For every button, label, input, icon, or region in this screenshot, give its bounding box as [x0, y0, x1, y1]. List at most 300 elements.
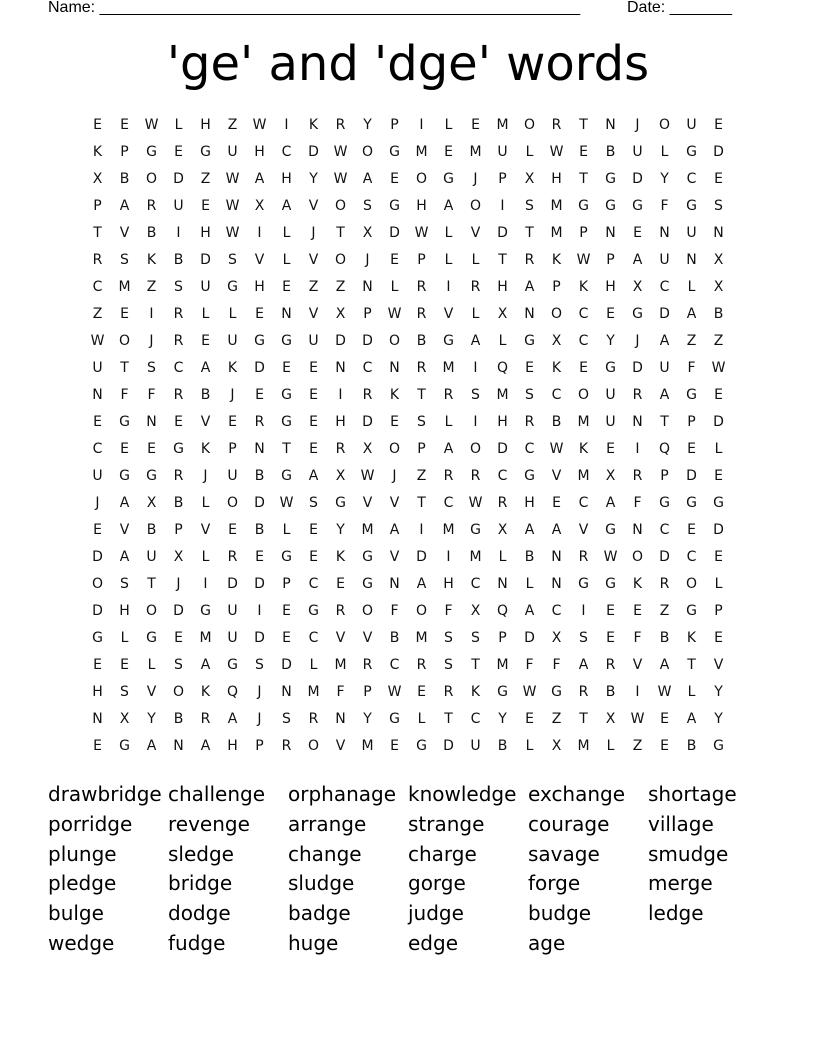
grid-letter: W [414, 225, 429, 241]
grid-letter: N [659, 225, 670, 241]
grid-letter: K [578, 441, 589, 457]
grid-letter: J [311, 225, 316, 241]
grid-letter: C [92, 441, 103, 457]
grid-letter: V [146, 684, 157, 700]
grid-letter: V [713, 657, 724, 673]
grid-letter: R [578, 549, 589, 565]
grid-letter: P [282, 576, 291, 592]
grid-letter: S [120, 684, 129, 700]
grid-letter: G [227, 657, 238, 673]
grid-letter: V [578, 522, 589, 538]
grid-letter: S [228, 252, 237, 268]
grid-letter: I [257, 225, 262, 241]
grid-letter: R [605, 657, 616, 673]
grid-letter: I [419, 117, 424, 133]
grid-letter: I [473, 360, 478, 376]
grid-letter: K [470, 684, 481, 700]
grid-row [84, 139, 732, 166]
grid-letter: Z [335, 279, 346, 295]
grid-letter: D [254, 495, 265, 511]
grid-letter: K [632, 576, 643, 592]
grid-letter: P [687, 414, 696, 430]
grid-letter: E [120, 657, 129, 673]
grid-letter: E [120, 306, 129, 322]
grid-letter: Z [659, 603, 670, 619]
grid-letter: S [309, 495, 318, 511]
grid-letter: T [282, 441, 291, 457]
grid-letter: I [473, 414, 478, 430]
grid-letter: C [659, 522, 670, 538]
grid-letter: R [416, 360, 427, 376]
grid-letter: F [633, 630, 642, 646]
grid-row [84, 679, 732, 706]
grid-letter: R [443, 387, 454, 403]
grid-letter: E [309, 387, 318, 403]
grid-letter: B [200, 387, 211, 403]
grid-letter: X [362, 441, 373, 457]
grid-letter: H [497, 279, 508, 295]
word-list-item: huge [288, 930, 339, 955]
grid-letter: J [473, 171, 478, 187]
grid-letter: R [335, 603, 346, 619]
grid-letter: E [714, 387, 723, 403]
grid-letter: A [254, 171, 265, 187]
grid-letter: N [281, 684, 292, 700]
grid-letter: R [524, 252, 535, 268]
grid-letter: T [498, 252, 507, 268]
grid-letter: C [551, 603, 562, 619]
grid-letter: I [419, 522, 424, 538]
grid-letter: V [200, 414, 211, 430]
grid-letter: E [282, 603, 291, 619]
grid-letter: B [497, 738, 508, 754]
grid-row [84, 490, 732, 517]
grid-letter: N [713, 225, 724, 241]
grid-letter: Y [363, 117, 372, 133]
grid-letter: V [443, 306, 454, 322]
grid-letter: P [579, 225, 588, 241]
grid-letter: V [551, 468, 562, 484]
grid-letter: P [120, 144, 129, 160]
grid-letter: O [658, 117, 671, 133]
grid-letter: G [416, 738, 427, 754]
grid-letter: B [173, 252, 184, 268]
word-list-item: revenge [168, 811, 250, 836]
grid-letter: P [417, 441, 426, 457]
grid-letter: M [496, 117, 509, 133]
grid-letter: E [390, 171, 399, 187]
grid-letter: Q [496, 603, 509, 619]
grid-letter: O [145, 603, 158, 619]
word-list-item: bulge [48, 901, 104, 926]
grid-letter: B [173, 495, 184, 511]
grid-letter: X [470, 603, 481, 619]
grid-letter: B [551, 414, 562, 430]
word-list-item: savage [528, 841, 600, 866]
grid-letter: R [524, 414, 535, 430]
grid-letter: M [550, 198, 563, 214]
grid-letter: R [659, 576, 670, 592]
word-list-item: drawbridge [48, 782, 162, 806]
grid-letter: R [632, 468, 643, 484]
grid-letter: G [632, 198, 643, 214]
grid-letter: E [282, 279, 291, 295]
grid-row [84, 436, 732, 463]
date-field-label: Date: _______ [627, 0, 732, 16]
grid-letter: D [92, 549, 103, 565]
grid-letter: R [362, 387, 373, 403]
grid-letter: X [497, 306, 508, 322]
grid-letter: K [308, 117, 319, 133]
grid-letter: U [686, 225, 697, 241]
grid-letter: L [201, 549, 210, 565]
grid-letter: M [442, 360, 455, 376]
grid-letter: L [444, 252, 453, 268]
grid-letter: Y [714, 684, 723, 700]
grid-row [84, 112, 732, 139]
grid-letter: R [254, 414, 265, 430]
grid-letter: T [579, 171, 588, 187]
grid-letter: D [281, 657, 292, 673]
grid-letter: P [255, 738, 264, 754]
grid-letter: X [254, 198, 265, 214]
grid-letter: B [173, 711, 184, 727]
grid-letter: G [389, 144, 400, 160]
grid-letter: A [632, 252, 643, 268]
grid-letter: D [362, 414, 373, 430]
grid-letter: L [390, 279, 399, 295]
grid-letter: B [119, 171, 130, 187]
grid-letter: D [524, 630, 535, 646]
grid-letter: C [389, 657, 400, 673]
grid-letter: Q [496, 360, 509, 376]
grid-letter: V [362, 630, 373, 646]
grid-letter: R [308, 711, 319, 727]
grid-letter: D [632, 360, 643, 376]
grid-letter: N [92, 387, 103, 403]
grid-letter: D [254, 576, 265, 592]
grid-row [84, 733, 732, 760]
grid-letter: G [254, 333, 265, 349]
grid-letter: X [605, 711, 616, 727]
grid-letter: M [469, 144, 482, 160]
grid-letter: J [95, 495, 100, 511]
grid-letter: N [551, 549, 562, 565]
grid-letter: E [579, 360, 588, 376]
grid-letter: I [446, 279, 451, 295]
grid-letter: O [226, 495, 239, 511]
grid-letter: A [362, 171, 373, 187]
grid-letter: H [254, 144, 265, 160]
grid-letter: D [254, 360, 265, 376]
word-list-item: shortage [648, 782, 737, 806]
grid-letter: V [308, 306, 319, 322]
grid-letter: L [606, 738, 615, 754]
grid-letter: H [551, 171, 562, 187]
grid-letter: A [200, 360, 211, 376]
grid-letter: E [444, 144, 453, 160]
grid-letter: G [281, 414, 292, 430]
grid-letter: I [257, 603, 262, 619]
grid-letter: B [713, 306, 724, 322]
grid-letter: A [605, 495, 616, 511]
grid-letter: A [686, 306, 697, 322]
word-list-item: charge [408, 841, 477, 866]
grid-letter: B [146, 522, 157, 538]
grid-letter: N [335, 360, 346, 376]
grid-letter: Z [308, 279, 319, 295]
grid-letter: O [415, 171, 428, 187]
grid-letter: T [660, 414, 669, 430]
grid-letter: L [498, 333, 507, 349]
word-list-item: budge [528, 901, 592, 926]
grid-letter: L [714, 441, 723, 457]
grid-letter: G [281, 468, 292, 484]
grid-letter: X [524, 171, 535, 187]
grid-letter: S [471, 387, 480, 403]
grid-letter: G [443, 333, 454, 349]
grid-letter: B [605, 684, 616, 700]
grid-letter: A [389, 522, 400, 538]
grid-letter: N [389, 576, 400, 592]
grid-letter: G [227, 279, 238, 295]
word-list-item: challenge [168, 782, 266, 806]
grid-letter: G [200, 603, 211, 619]
grid-letter: T [579, 117, 588, 133]
grid-row [84, 166, 732, 193]
grid-letter: V [389, 549, 400, 565]
grid-letter: E [417, 684, 426, 700]
grid-letter: U [686, 117, 697, 133]
grid-letter: W [576, 252, 591, 268]
grid-letter: T [471, 657, 480, 673]
grid-letter: G [497, 684, 508, 700]
grid-letter: G [605, 576, 616, 592]
grid-letter: L [687, 279, 696, 295]
grid-letter: R [173, 387, 184, 403]
grid-letter: L [444, 414, 453, 430]
grid-letter: X [335, 468, 346, 484]
grid-letter: G [119, 468, 130, 484]
grid-letter: Z [146, 279, 157, 295]
grid-letter: Y [309, 171, 318, 187]
grid-letter: S [444, 630, 453, 646]
grid-letter: O [334, 252, 347, 268]
grid-letter: M [199, 630, 212, 646]
grid-letter: A [659, 657, 670, 673]
grid-letter: H [524, 495, 535, 511]
grid-letter: F [552, 657, 561, 673]
grid-letter: X [92, 171, 103, 187]
grid-letter: Z [632, 738, 643, 754]
grid-letter: D [308, 144, 319, 160]
grid-letter: G [578, 198, 589, 214]
grid-letter: A [659, 387, 670, 403]
grid-letter: V [119, 225, 130, 241]
grid-letter: J [365, 252, 370, 268]
grid-letter: D [713, 522, 724, 538]
grid-letter: F [390, 603, 399, 619]
grid-letter: E [309, 522, 318, 538]
grid-letter: O [145, 171, 158, 187]
grid-letter: E [606, 630, 615, 646]
grid-row [84, 625, 732, 652]
grid-letter: E [93, 657, 102, 673]
grid-letter: A [524, 603, 535, 619]
grid-row [84, 301, 732, 328]
grid-letter: P [714, 603, 723, 619]
grid-letter: N [146, 414, 157, 430]
grid-letter: D [389, 225, 400, 241]
grid-letter: F [444, 603, 453, 619]
grid-letter: B [659, 630, 670, 646]
grid-letter: S [282, 711, 291, 727]
grid-letter: I [176, 225, 181, 241]
grid-letter: G [389, 198, 400, 214]
grid-letter: C [578, 495, 589, 511]
grid-letter: C [686, 549, 697, 565]
grid-letter: W [225, 225, 240, 241]
grid-letter: E [606, 441, 615, 457]
grid-letter: Y [336, 522, 345, 538]
grid-letter: J [149, 333, 154, 349]
grid-letter: T [417, 495, 426, 511]
grid-row [84, 220, 732, 247]
grid-letter: D [686, 468, 697, 484]
grid-row [84, 463, 732, 490]
grid-letter: G [605, 198, 616, 214]
grid-letter: C [659, 279, 670, 295]
grid-letter: O [469, 441, 482, 457]
grid-letter: A [119, 198, 130, 214]
grid-letter: L [201, 306, 210, 322]
grid-letter: L [282, 522, 291, 538]
grid-letter: L [525, 144, 534, 160]
grid-letter: G [605, 522, 616, 538]
grid-row [84, 409, 732, 436]
grid-letter: D [335, 333, 346, 349]
grid-letter: L [147, 657, 156, 673]
grid-letter: J [257, 684, 262, 700]
grid-letter: O [550, 306, 563, 322]
grid-letter: J [176, 576, 181, 592]
grid-letter: G [713, 738, 724, 754]
grid-letter: I [500, 198, 505, 214]
word-list-item: courage [528, 811, 610, 836]
grid-letter: L [444, 225, 453, 241]
grid-letter: T [579, 711, 588, 727]
grid-letter: R [416, 306, 427, 322]
grid-letter: A [119, 495, 130, 511]
grid-letter: M [442, 522, 455, 538]
grid-letter: X [362, 225, 373, 241]
grid-letter: A [686, 711, 697, 727]
grid-letter: R [281, 738, 292, 754]
grid-letter: R [416, 279, 427, 295]
grid-letter: Z [551, 711, 562, 727]
grid-letter: T [444, 711, 453, 727]
grid-letter: A [119, 549, 130, 565]
grid-letter: B [254, 468, 265, 484]
grid-letter: H [497, 414, 508, 430]
word-list-item: change [288, 841, 362, 866]
grid-letter: V [632, 657, 643, 673]
grid-letter: H [200, 225, 211, 241]
grid-letter: D [173, 171, 184, 187]
grid-letter: V [389, 495, 400, 511]
grid-letter: W [468, 495, 483, 511]
grid-letter: X [713, 279, 724, 295]
grid-letter: L [525, 576, 534, 592]
grid-row [84, 355, 732, 382]
grid-letter: V [200, 522, 211, 538]
grid-letter: S [525, 387, 534, 403]
grid-letter: G [281, 387, 292, 403]
grid-letter: G [119, 414, 130, 430]
grid-letter: W [90, 333, 105, 349]
grid-letter: G [686, 387, 697, 403]
grid-letter: S [147, 360, 156, 376]
grid-letter: X [497, 522, 508, 538]
grid-letter: X [551, 738, 562, 754]
grid-letter: E [714, 117, 723, 133]
grid-letter: D [254, 630, 265, 646]
grid-letter: O [361, 144, 374, 160]
word-list-item: exchange [528, 782, 626, 806]
grid-letter: G [524, 468, 535, 484]
grid-letter: G [470, 522, 481, 538]
grid-letter: T [525, 225, 534, 241]
grid-letter: C [578, 333, 589, 349]
grid-letter: M [415, 144, 428, 160]
grid-letter: G [443, 171, 454, 187]
grid-letter: R [470, 279, 481, 295]
grid-letter: K [686, 630, 697, 646]
grid-letter: L [498, 549, 507, 565]
grid-letter: M [496, 387, 509, 403]
grid-letter: G [146, 630, 157, 646]
grid-letter: C [92, 279, 103, 295]
word-list-item: knowledge [408, 782, 517, 806]
grid-letter: S [120, 576, 129, 592]
grid-letter: V [335, 738, 346, 754]
grid-letter: E [390, 738, 399, 754]
grid-letter: U [308, 333, 319, 349]
grid-letter: E [579, 144, 588, 160]
grid-letter: D [443, 738, 454, 754]
grid-letter: L [120, 630, 129, 646]
grid-letter: M [118, 279, 131, 295]
grid-letter: S [255, 657, 264, 673]
grid-letter: G [119, 738, 130, 754]
grid-letter: E [255, 549, 264, 565]
grid-letter: D [659, 549, 670, 565]
grid-letter: K [200, 441, 211, 457]
grid-letter: A [524, 522, 535, 538]
grid-letter: Y [498, 711, 507, 727]
grid-letter: Y [363, 711, 372, 727]
grid-letter: U [632, 144, 643, 160]
grid-letter: F [525, 657, 534, 673]
word-list-item: edge [408, 930, 458, 955]
grid-letter: B [524, 549, 535, 565]
grid-letter: R [362, 657, 373, 673]
grid-letter: K [389, 387, 400, 403]
grid-letter: E [201, 198, 210, 214]
grid-letter: R [227, 549, 238, 565]
grid-letter: V [119, 522, 130, 538]
word-list-item: arrange [288, 811, 367, 836]
